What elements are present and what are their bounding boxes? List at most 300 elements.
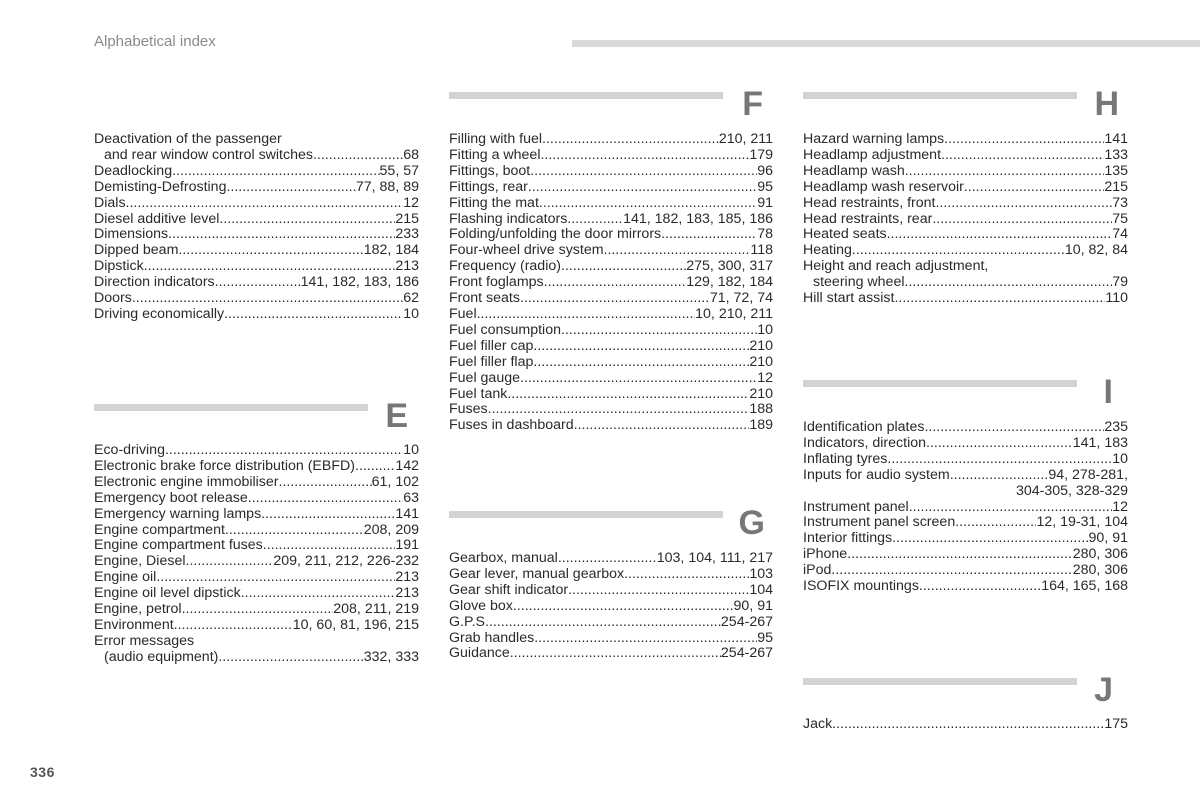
index-entry bbox=[803, 547, 1128, 563]
dot-leader bbox=[919, 579, 1041, 595]
dot-leader bbox=[624, 567, 749, 583]
dot-leader bbox=[941, 148, 1104, 164]
entry-term: Heating bbox=[803, 242, 852, 259]
entry-pages: 210 bbox=[749, 337, 773, 354]
entry-term: Doors bbox=[94, 290, 132, 307]
index-entry bbox=[94, 227, 419, 243]
entry-term: Front seats bbox=[449, 290, 520, 307]
dot-leader bbox=[567, 212, 623, 228]
dot-leader bbox=[520, 371, 757, 387]
dot-leader bbox=[558, 551, 657, 567]
index-entry bbox=[803, 420, 1128, 436]
dot-leader bbox=[263, 538, 396, 554]
dot-leader bbox=[905, 164, 1105, 180]
index-entry bbox=[94, 164, 419, 180]
index-entry bbox=[449, 227, 773, 243]
dot-leader bbox=[174, 618, 293, 634]
entry-pages: 55, 57 bbox=[379, 162, 419, 179]
entry-pages: 135 bbox=[1104, 162, 1128, 179]
dot-leader bbox=[178, 243, 363, 259]
header-rule bbox=[572, 40, 1200, 47]
index-entry bbox=[449, 615, 773, 631]
dot-leader bbox=[144, 259, 396, 275]
entry-pages: 90, 91 bbox=[733, 597, 773, 614]
entry-pages: 208, 209 bbox=[363, 521, 419, 538]
entry-term: Dimensions bbox=[94, 226, 169, 243]
entry-pages: 142 bbox=[395, 457, 419, 474]
entry-row bbox=[449, 339, 773, 355]
index-entry bbox=[449, 371, 773, 387]
entry-pages: 95 bbox=[757, 629, 773, 646]
dot-leader bbox=[935, 196, 1112, 212]
entry-term: ISOFIX mountings bbox=[803, 578, 919, 595]
entry-row bbox=[94, 618, 419, 634]
index-entry bbox=[803, 227, 1128, 243]
entry-term: Engine compartment bbox=[94, 521, 225, 538]
dot-leader bbox=[604, 243, 751, 259]
dot-leader bbox=[165, 443, 403, 459]
entry-term: Inflating tyres bbox=[803, 450, 888, 467]
index-entry bbox=[94, 602, 419, 618]
entry-row bbox=[94, 523, 419, 539]
index-entry bbox=[803, 212, 1128, 228]
entry-row bbox=[803, 196, 1128, 212]
entry-row bbox=[94, 164, 419, 180]
dot-leader bbox=[542, 132, 719, 148]
entry-term: Electronic engine immobiliser bbox=[94, 473, 279, 490]
entry-pages: 213 bbox=[395, 569, 419, 586]
section-rule bbox=[94, 404, 368, 411]
dot-leader bbox=[168, 227, 395, 243]
dot-leader bbox=[520, 291, 710, 307]
entry-pages: 141 bbox=[1104, 131, 1128, 147]
index-entry bbox=[449, 418, 773, 434]
page-header-title: Alphabetical index bbox=[94, 33, 216, 50]
index-entry bbox=[803, 259, 1128, 291]
dot-leader bbox=[172, 164, 379, 180]
entry-row bbox=[449, 307, 773, 323]
entry-pages: 74 bbox=[1112, 226, 1128, 243]
index-entry bbox=[94, 523, 419, 539]
index-entry bbox=[94, 491, 419, 507]
section-rule bbox=[449, 92, 723, 99]
entry-term: Dipped beam bbox=[94, 242, 179, 259]
index-entry bbox=[94, 475, 419, 491]
entry-row bbox=[449, 551, 773, 567]
entry-term: Dials bbox=[94, 194, 126, 211]
index-entry bbox=[803, 563, 1128, 579]
dot-leader bbox=[534, 631, 757, 647]
dot-leader bbox=[218, 650, 363, 666]
entry-heading: Height and reach adjustment, bbox=[803, 258, 989, 275]
entry-term: Direction indicators bbox=[94, 274, 215, 291]
dot-leader bbox=[847, 547, 1073, 563]
entry-term: (audio equipment) bbox=[104, 648, 219, 665]
entry-pages: 10, 82, 84 bbox=[1064, 242, 1128, 259]
index-entry bbox=[803, 500, 1128, 516]
entry-row bbox=[449, 583, 773, 599]
index-entry bbox=[94, 307, 419, 323]
dot-leader bbox=[574, 418, 750, 434]
entry-row bbox=[449, 148, 773, 164]
entry-row bbox=[803, 132, 1128, 148]
index-entry bbox=[803, 196, 1128, 212]
entry-pages: 213 bbox=[395, 585, 419, 602]
entry-term: Fuel consumption bbox=[449, 321, 561, 338]
dot-leader bbox=[507, 387, 749, 403]
index-entry bbox=[803, 180, 1128, 196]
dot-leader bbox=[831, 563, 1072, 579]
index-entry bbox=[94, 634, 419, 666]
entry-row bbox=[803, 468, 1128, 484]
dot-leader bbox=[510, 646, 721, 662]
dot-leader bbox=[219, 212, 395, 228]
entry-pages: 103 bbox=[749, 565, 773, 582]
dot-leader bbox=[261, 507, 395, 523]
index-entry bbox=[449, 631, 773, 647]
index-entry bbox=[803, 148, 1128, 164]
dot-leader bbox=[528, 180, 757, 196]
entry-term: Engine, Diesel bbox=[94, 553, 186, 570]
index-entry bbox=[94, 243, 419, 259]
entry-row bbox=[449, 212, 773, 228]
index-entry bbox=[94, 538, 419, 554]
entry-pages: 133 bbox=[1104, 146, 1128, 163]
entry-row bbox=[803, 291, 1128, 307]
entry-pages: 104 bbox=[749, 581, 773, 598]
entry-row bbox=[449, 355, 773, 371]
entry-term: Hill start assist bbox=[803, 290, 895, 307]
entry-pages: 12, 19-31, 104 bbox=[1036, 514, 1128, 531]
dot-leader bbox=[533, 339, 749, 355]
entry-term: Driving economically bbox=[94, 305, 225, 322]
entry-pages: 280, 306 bbox=[1072, 546, 1128, 563]
index-section-f bbox=[449, 132, 773, 434]
entry-pages: 75 bbox=[1112, 210, 1128, 227]
entry-pages: 141 bbox=[395, 505, 419, 522]
entry-pages: 103, 104, 111, 217 bbox=[656, 550, 773, 566]
dot-leader bbox=[226, 180, 355, 196]
entry-row bbox=[449, 291, 773, 307]
entry-pages: 118 bbox=[750, 242, 773, 259]
entry-term: Indicators, direction bbox=[803, 434, 927, 451]
entry-row bbox=[449, 196, 773, 212]
index-entry bbox=[803, 515, 1128, 531]
entry-pages: 210 bbox=[749, 353, 773, 370]
entry-row bbox=[803, 148, 1128, 164]
section-letter: I bbox=[1103, 373, 1113, 411]
index-entry bbox=[94, 180, 419, 196]
index-entry bbox=[449, 291, 773, 307]
dot-leader bbox=[887, 227, 1113, 243]
index-entry bbox=[449, 180, 773, 196]
entry-row bbox=[94, 475, 419, 491]
index-entry bbox=[449, 599, 773, 615]
entry-row bbox=[449, 418, 773, 434]
index-entry bbox=[449, 275, 773, 291]
entry-term: Deadlocking bbox=[94, 162, 173, 179]
entry-row bbox=[803, 717, 1128, 733]
entry-pages: 10 bbox=[403, 305, 419, 322]
entry-row bbox=[449, 243, 773, 259]
entry-row bbox=[803, 180, 1128, 196]
entry-term: Fuel tank bbox=[449, 385, 508, 402]
entry-term: Engine, petrol bbox=[94, 601, 182, 618]
entry-row bbox=[94, 602, 419, 618]
entry-term: Grab handles bbox=[449, 629, 535, 646]
index-entry bbox=[803, 243, 1128, 259]
entry-term: Fuses in dashboard bbox=[449, 417, 574, 434]
entry-pages: 208, 211, 219 bbox=[333, 601, 419, 618]
entry-row bbox=[94, 586, 419, 602]
section-heading-e bbox=[94, 397, 408, 444]
entry-term: Inputs for audio system bbox=[803, 466, 950, 483]
entry-pages: 10, 60, 81, 196, 215 bbox=[292, 616, 419, 633]
entry-term: Headlamp adjustment bbox=[803, 146, 942, 163]
entry-pages: 91 bbox=[757, 194, 773, 211]
entry-pages: 332, 333 bbox=[363, 648, 419, 665]
entry-row bbox=[94, 459, 419, 475]
dot-leader bbox=[540, 148, 749, 164]
index-entry bbox=[449, 387, 773, 403]
dot-leader bbox=[924, 420, 1104, 436]
index-entry bbox=[94, 212, 419, 228]
entry-pages: 10 bbox=[757, 321, 773, 338]
entry-term: Fuel gauge bbox=[449, 369, 520, 386]
entry-term: Frequency (radio) bbox=[449, 258, 561, 275]
section-letter: E bbox=[385, 397, 408, 435]
entry-term: Emergency warning lamps bbox=[94, 505, 262, 522]
entry-pages: 110 bbox=[1105, 290, 1128, 307]
index-entry bbox=[449, 212, 773, 228]
entry-term: Eco-driving bbox=[94, 442, 165, 458]
entry-row bbox=[803, 164, 1128, 180]
entry-pages: 182, 184 bbox=[363, 242, 419, 259]
dot-leader bbox=[561, 259, 686, 275]
entry-term: Fuel bbox=[449, 305, 477, 322]
index-section-d bbox=[94, 132, 419, 323]
entry-row bbox=[449, 599, 773, 615]
dot-leader bbox=[132, 291, 403, 307]
dot-leader bbox=[533, 355, 749, 371]
entry-row bbox=[449, 646, 773, 662]
index-entry bbox=[449, 646, 773, 662]
entry-pages: 90, 91 bbox=[1088, 530, 1128, 547]
entry-row bbox=[803, 500, 1128, 516]
index-entry bbox=[94, 275, 419, 291]
entry-row bbox=[803, 531, 1128, 547]
entry-term: Engine oil level dipstick bbox=[94, 585, 241, 602]
index-entry bbox=[803, 468, 1128, 500]
entry-pages: 254-267 bbox=[720, 645, 773, 662]
entry-row bbox=[94, 196, 419, 212]
dot-leader bbox=[894, 291, 1105, 307]
entry-pages: 191 bbox=[395, 537, 419, 554]
entry-row bbox=[803, 275, 1128, 291]
index-entry bbox=[449, 355, 773, 371]
entry-term: Dipstick bbox=[94, 258, 144, 275]
index-entry bbox=[449, 339, 773, 355]
entry-row bbox=[803, 212, 1128, 228]
dot-leader bbox=[224, 307, 403, 323]
index-entry bbox=[94, 586, 419, 602]
section-heading-h bbox=[803, 85, 1119, 132]
entry-term: Front foglamps bbox=[449, 274, 544, 291]
entry-term: Fuel filler flap bbox=[449, 353, 534, 370]
entry-pages: 95 bbox=[757, 178, 773, 195]
entry-pages: 210 bbox=[749, 385, 773, 402]
entry-row bbox=[449, 323, 773, 339]
entry-row bbox=[94, 275, 419, 291]
index-section-e bbox=[94, 443, 419, 666]
entry-pages: 71, 72, 74 bbox=[709, 290, 773, 307]
entry-pages: 141, 183 bbox=[1072, 434, 1128, 451]
entry-pages: 10 bbox=[403, 442, 419, 458]
entry-row bbox=[449, 275, 773, 291]
dot-leader bbox=[126, 196, 404, 212]
index-entry bbox=[94, 196, 419, 212]
entry-term: Head restraints, front bbox=[803, 194, 936, 211]
section-letter: G bbox=[738, 504, 765, 542]
entry-term: Fittings, rear bbox=[449, 178, 528, 195]
entry-pages: 68 bbox=[403, 146, 419, 163]
entry-pages: 275, 300, 317 bbox=[686, 258, 773, 275]
entry-row bbox=[449, 132, 773, 148]
index-entry bbox=[803, 579, 1128, 595]
entry-row bbox=[94, 507, 419, 523]
entry-pages: 94, 278-281, bbox=[1048, 466, 1128, 483]
entry-row bbox=[449, 567, 773, 583]
entry-row bbox=[94, 212, 419, 228]
dot-leader bbox=[248, 491, 403, 507]
dot-leader bbox=[909, 500, 1113, 516]
entry-row bbox=[94, 538, 419, 554]
index-entry bbox=[803, 717, 1128, 733]
index-entry bbox=[803, 164, 1128, 180]
entry-row bbox=[803, 563, 1128, 579]
entry-term: Interior fittings bbox=[803, 530, 893, 547]
dot-leader bbox=[182, 602, 334, 618]
dot-leader bbox=[313, 148, 403, 164]
dot-leader bbox=[561, 323, 757, 339]
index-entry bbox=[803, 452, 1128, 468]
entry-term: Gearbox, manual bbox=[449, 550, 558, 566]
entry-term: Headlamp wash bbox=[803, 162, 905, 179]
dot-leader bbox=[489, 615, 721, 631]
index-entry bbox=[449, 323, 773, 339]
entry-term: Fitting the mat bbox=[449, 194, 539, 211]
entry-term: iPhone bbox=[803, 546, 848, 563]
entry-row bbox=[94, 307, 419, 323]
index-entry bbox=[803, 436, 1128, 452]
entry-term: Electronic brake force distribution (EBFD) bbox=[94, 457, 355, 474]
index-entry bbox=[803, 291, 1128, 307]
index-entry bbox=[803, 132, 1128, 148]
entry-row bbox=[449, 371, 773, 387]
entry-row bbox=[803, 452, 1128, 468]
entry-pages: 280, 306 bbox=[1072, 562, 1128, 579]
entry-row bbox=[449, 631, 773, 647]
entry-pages: 213 bbox=[395, 258, 419, 275]
entry-term: Gear lever, manual gearbox bbox=[449, 565, 625, 582]
index-entry bbox=[449, 307, 773, 323]
entry-pages: 215 bbox=[1104, 178, 1128, 195]
index-entry bbox=[449, 259, 773, 275]
index-entry bbox=[449, 551, 773, 567]
index-entry bbox=[94, 554, 419, 570]
entry-term: Filling with fuel bbox=[449, 131, 543, 147]
dot-leader bbox=[568, 583, 749, 599]
dot-leader bbox=[488, 402, 750, 418]
entry-pages: 129, 182, 184 bbox=[686, 274, 773, 291]
dot-leader bbox=[355, 459, 395, 475]
entry-pages: 12 bbox=[757, 369, 773, 386]
dot-leader bbox=[215, 275, 301, 291]
entry-row bbox=[449, 227, 773, 243]
entry-pages: 175 bbox=[1104, 716, 1128, 732]
entry-term: iPod bbox=[803, 562, 832, 579]
section-rule bbox=[803, 380, 1077, 387]
dot-leader bbox=[905, 275, 1113, 291]
entry-pages: 141, 182, 183, 186 bbox=[300, 274, 419, 291]
entry-row bbox=[94, 227, 419, 243]
entry-pages: 96 bbox=[757, 162, 773, 179]
entry-pages: 61, 102 bbox=[371, 473, 419, 490]
entry-pages: 12 bbox=[403, 194, 419, 211]
dot-leader bbox=[661, 227, 757, 243]
entry-row bbox=[803, 227, 1128, 243]
entry-heading: Error messages bbox=[94, 632, 195, 649]
index-entry bbox=[449, 402, 773, 418]
entry-term: Hazard warning lamps bbox=[803, 131, 945, 147]
index-entry bbox=[449, 148, 773, 164]
dot-leader bbox=[156, 570, 395, 586]
entry-heading: Deactivation of the passenger bbox=[94, 131, 282, 147]
index-entry bbox=[94, 132, 419, 164]
dot-leader bbox=[225, 523, 364, 539]
entry-row bbox=[803, 547, 1128, 563]
dot-leader bbox=[932, 212, 1112, 228]
index-entry bbox=[803, 531, 1128, 547]
entry-term: Instrument panel screen bbox=[803, 514, 956, 531]
entry-term: Flashing indicators bbox=[449, 210, 568, 227]
section-rule bbox=[449, 511, 723, 518]
entry-pages: 164, 165, 168 bbox=[1041, 578, 1128, 595]
entry-pages: 63 bbox=[403, 489, 419, 506]
entry-row bbox=[449, 180, 773, 196]
entry-row bbox=[449, 615, 773, 631]
index-entry bbox=[449, 132, 773, 148]
index-section-j bbox=[803, 717, 1128, 733]
entry-pages: 10 bbox=[1112, 450, 1128, 467]
entry-pages: 10, 210, 211 bbox=[695, 305, 773, 322]
dot-leader bbox=[530, 164, 757, 180]
entry-pages: 210, 211 bbox=[718, 131, 773, 147]
entry-pages: 188 bbox=[749, 401, 773, 418]
section-rule bbox=[803, 678, 1077, 685]
index-section-g bbox=[449, 551, 773, 662]
index-entry bbox=[449, 164, 773, 180]
dot-leader bbox=[539, 196, 757, 212]
page-number: 336 bbox=[30, 764, 55, 780]
entry-term: Demisting-Defrosting bbox=[94, 178, 227, 195]
section-heading-i bbox=[803, 373, 1113, 420]
dot-leader bbox=[892, 531, 1088, 547]
entry-row bbox=[94, 243, 419, 259]
entry-row bbox=[803, 579, 1128, 595]
entry-pages: 215 bbox=[395, 210, 419, 227]
index-entry bbox=[449, 567, 773, 583]
